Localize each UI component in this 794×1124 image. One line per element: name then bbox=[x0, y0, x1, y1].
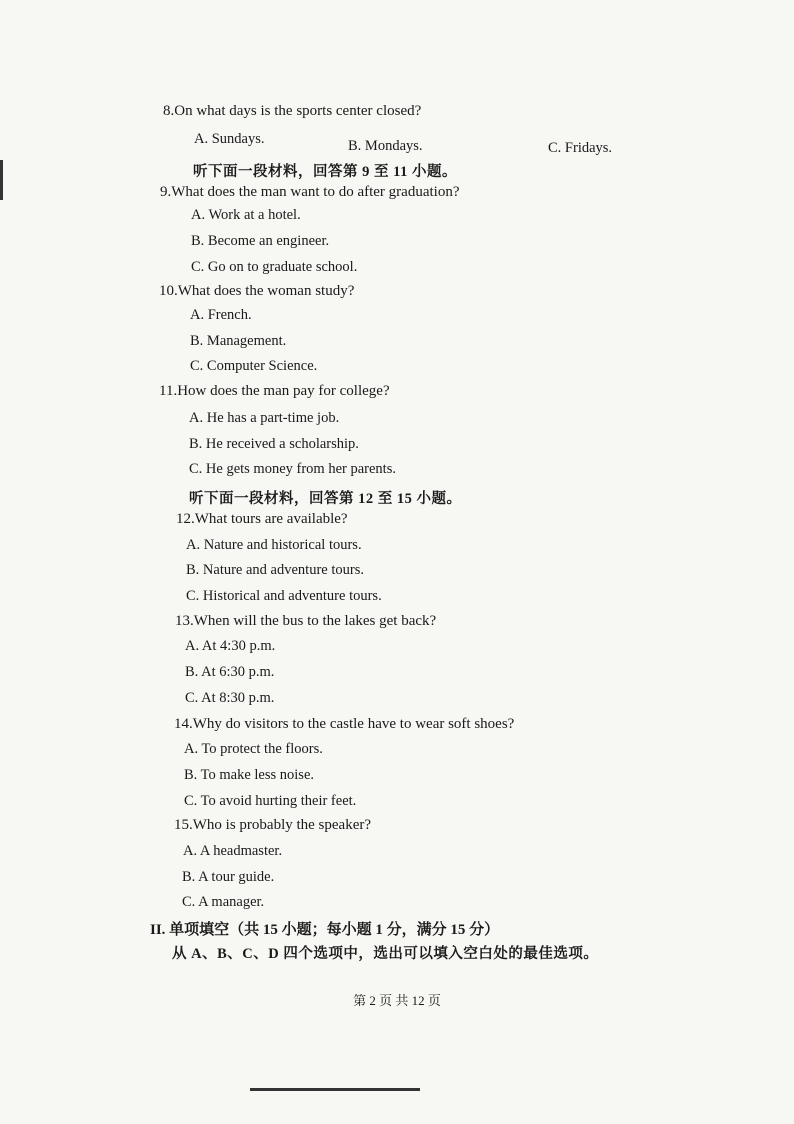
q8-option-c: C. Fridays. bbox=[548, 140, 613, 156]
q12-option-c: C. Historical and adventure tours. bbox=[186, 588, 382, 604]
question-15: 15.Who is probably the speaker? bbox=[174, 817, 372, 833]
q9-option-b: B. Become an engineer. bbox=[191, 233, 330, 249]
q8-option-a: A. Sundays. bbox=[194, 131, 265, 147]
section-2-instruction: 从 A、B、C、D 四个选项中，选出可以填入空白处的最佳选项。 bbox=[172, 946, 599, 962]
q14-option-b: B. To make less noise. bbox=[184, 767, 315, 783]
q10-option-a: A. French. bbox=[190, 307, 252, 323]
instruction-q9-11: 听下面一段材料，回答第 9 至 11 小题。 bbox=[193, 164, 457, 180]
q11-option-a: A. He has a part-time job. bbox=[189, 410, 340, 426]
q14-option-c: C. To avoid hurting their feet. bbox=[184, 793, 357, 809]
question-8: 8.On what days is the sports center closed? bbox=[163, 103, 422, 119]
q12-option-a: A. Nature and historical tours. bbox=[186, 537, 362, 553]
section-2-title: II. 单项填空（共 15 小题；每小题 1 分，满分 15 分） bbox=[150, 922, 500, 938]
page-number: 第 2 页 共 12 页 bbox=[353, 993, 441, 1008]
q10-option-b: B. Management. bbox=[190, 333, 287, 349]
scan-bottom-mark bbox=[250, 1088, 420, 1091]
question-11: 11.How does the man pay for college? bbox=[159, 383, 390, 399]
q15-option-b: B. A tour guide. bbox=[182, 869, 275, 885]
q10-option-c: C. Computer Science. bbox=[190, 358, 318, 374]
q8-option-b: B. Mondays. bbox=[348, 138, 423, 154]
question-9: 9.What does the man want to do after graduation? bbox=[160, 184, 460, 200]
q9-option-a: A. Work at a hotel. bbox=[191, 207, 301, 223]
question-12: 12.What tours are available? bbox=[176, 511, 348, 527]
q14-option-a: A. To protect the floors. bbox=[184, 741, 323, 757]
q15-option-c: C. A manager. bbox=[182, 894, 265, 910]
q11-option-b: B. He received a scholarship. bbox=[189, 436, 359, 452]
question-13: 13.When will the bus to the lakes get back? bbox=[175, 613, 437, 629]
q11-option-c: C. He gets money from her parents. bbox=[189, 461, 396, 477]
q12-option-b: B. Nature and adventure tours. bbox=[186, 562, 364, 578]
question-14: 14.Why do visitors to the castle have to wear soft shoes? bbox=[174, 716, 515, 732]
scan-edge-mark bbox=[0, 160, 3, 200]
q13-option-b: B. At 6:30 p.m. bbox=[185, 664, 275, 680]
instruction-q12-15: 听下面一段材料，回答第 12 至 15 小题。 bbox=[189, 491, 462, 507]
q13-option-c: C. At 8:30 p.m. bbox=[185, 690, 275, 706]
q13-option-a: A. At 4:30 p.m. bbox=[185, 638, 276, 654]
q9-option-c: C. Go on to graduate school. bbox=[191, 259, 358, 275]
question-10: 10.What does the woman study? bbox=[159, 283, 355, 299]
q15-option-a: A. A headmaster. bbox=[183, 843, 283, 859]
